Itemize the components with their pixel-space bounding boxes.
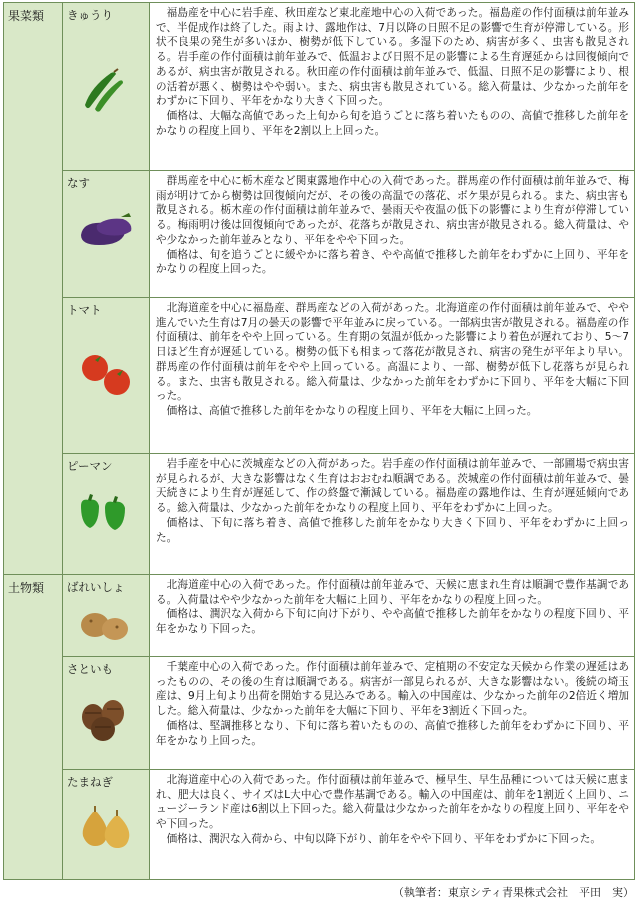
paragraph: 北海道産を中心に福島産、群馬産などの入荷があった。北海道産の作付面積は前年並みで、やや進んでいた生育は7月の曇天の影響で平年並みに戻っている。一部病虫害が散見される。福島産の作付面積は、前年をやや上回っている。生育期の気温が低かった影響により着色が遅れており、5～7日ほど生育が遅延している。樹勢の低下も相まって落花が散見され、病害の発生が平年より早い。群馬産の作付面積は前年をやや上回っている。高温により、一部、樹勢が低下し花落ちが見られる。また、虫害も散見される。総入荷量は、少なかった前年をわずかに下回り、平年を大幅に下回った。 — [156, 302, 629, 403]
report-text — [150, 3, 635, 171]
paragraph: 価格は、潤沢な入荷から下旬に向け下がり、やや高値で推移した前年をかなりの程度下回り、平年をかなり下回った。 — [156, 608, 629, 636]
report-text — [150, 657, 635, 770]
vegetable-name: きゅうり — [67, 8, 113, 22]
paragraph: 価格は、潤沢な入荷から、中旬以降下がり、前年をやや下回り、平年をわずかに下回った。 — [166, 832, 601, 845]
vegetable-name: トマト — [67, 303, 102, 317]
vegetable-cell — [63, 3, 150, 171]
table-row — [4, 298, 635, 454]
report-text — [150, 298, 635, 454]
potato-icon — [77, 601, 133, 645]
table-row — [4, 454, 635, 575]
author-credit: （執筆者：東京シティ青果株式会社 平田 実） — [392, 886, 634, 899]
paragraph: 福島産を中心に岩手産、秋田産など東北産地中心の入荷であった。福島産の作付面積は前年並みで、半促成作は終了した。雨よけ、露地作は、7月以降の日照不足の影響で生育が停滞している。形状不良果の発生が多いほか、樹勢が低下している。多湿下のため、病害が多く、虫害も散見される。岩手産の作付面積は前年並みで、低温および日照不足の影響による生育遅延からは回復傾向であるが、病虫害が散見される。秋田産の作付面積は前年並みで、低温、日照不足の影響により、根の活着が悪く、樹勢はやや弱い。また、病虫害も散見されている。総入荷量は、少なかった前年をわずかに下回り、平年をかなり大きく下回った。 — [156, 7, 629, 108]
paragraph: 価格は、大幅な高値であった上旬から旬を追うごとに落ち着いたものの、高値で推移した前年をかなりの程度上回り、平年を2割以上上回った。 — [156, 109, 629, 137]
vegetable-cell — [63, 171, 150, 298]
tomato-icon — [77, 348, 137, 400]
paragraph: 北海道産中心の入荷であった。作付面積は前年並みで、天候に恵まれ生育は順調で豊作基調である。入荷量はやや少なかった前年を大幅に上回り、平年をかなりの程度上回った。 — [156, 579, 629, 606]
vegetable-cell — [63, 770, 150, 880]
cucumber-icon — [77, 65, 127, 115]
vegetable-name: ピーマン — [67, 459, 113, 473]
report-text — [150, 454, 635, 575]
paragraph: 価格は、高値で推移した前年をかなりの程度上回り、平年を大幅に上回った。 — [166, 404, 538, 417]
market-report-table — [3, 2, 635, 880]
paragraph: 千葉産中心の入荷であった。作付面積は前年並みで、定植期の不安定な天候から作業の遅延はあったものの、その後の生育は順調である。病害が一部見られるが、大きな影響はない。後続の埼玉産は、9月上旬より出荷を開始する見込みである。輸入の中国産は、少なかった前年の2倍近く増加した。総入荷量は、少なかった前年を大幅に下回り、平年を3割近く下回った。 — [156, 661, 629, 718]
eggplant-icon — [77, 205, 137, 251]
green-pepper-icon — [77, 488, 133, 534]
table-row — [4, 3, 635, 171]
vegetable-cell — [63, 298, 150, 454]
vegetable-cell — [63, 454, 150, 575]
paragraph: 価格は、堅調推移となり、下旬に落ち着いたものの、高値で推移した前年をわずかに下回り、平年をかなり上回った。 — [156, 719, 629, 747]
table-row — [4, 171, 635, 298]
table-row — [4, 770, 635, 880]
report-text — [150, 575, 635, 657]
vegetable-cell — [63, 575, 150, 657]
paragraph: 北海道産中心の入荷であった。作付面積は前年並みで、極早生、早生品種については天候に恵まれ、肥大は良く、サイズはL大中心で豊作基調である。輸入の中国産は、前年を1割近く上回り、ニュージーランド産は6割以上下回った。総入荷量は少なかった前年をかなりの程度上回り、平年をやや下回った。 — [156, 774, 629, 831]
category-label: 果菜類 — [4, 3, 63, 575]
report-text — [150, 770, 635, 880]
category-label: 土物類 — [4, 575, 63, 880]
paragraph: 価格は、旬を追うごとに緩やかに落ち着き、やや高値で推移した前年をわずかに上回り、平年をかなりの程度上回った。 — [156, 248, 629, 276]
paragraph: 群馬産を中心に栃木産など関東露地作中心の入荷であった。群馬産の作付面積は前年並みで、梅雨が明けてから樹勢は回復傾向だが、その後の高温での落花、ボケ果が見られる。また、病虫害も散見される。栃木産の作付面積は前年並みで、曇雨天や夜温の低下の影響により生育が停滞している。梅雨明け後は回復傾向であったが、花落ちが散見され、病虫害が散見される。総入荷量は、やや少なかった前年並みとなり、平年をやや下回った。 — [156, 175, 629, 246]
report-text — [150, 171, 635, 298]
vegetable-name: ばれいしょ — [67, 580, 125, 594]
paragraph: 価格は、下旬に落ち着き、高値で推移した前年をかなり大きく下回り、平年をわずかに上回った。 — [156, 516, 629, 544]
paragraph: 岩手産を中心に茨城産などの入荷があった。岩手産の作付面積は前年並みで、一部圃場で病虫害が見られるが、大きな影響はなく生育はおおむね順調である。茨城産の作付面積は前年並みで、曇天続きにより生育が遅延して、作の終盤で漸減している。福島産の露地作は、生育が遅延傾向である。総入荷量は、少なかった前年をかなりの程度上回り、平年をわずかに上回った。 — [156, 458, 629, 515]
vegetable-name: たまねぎ — [67, 775, 113, 789]
table-row — [4, 657, 635, 770]
vegetable-name: さといも — [67, 662, 113, 676]
table-row — [4, 575, 635, 657]
onion-icon — [77, 804, 133, 852]
vegetable-cell — [63, 657, 150, 770]
vegetable-name: なす — [67, 176, 90, 190]
taro-icon — [77, 695, 133, 745]
